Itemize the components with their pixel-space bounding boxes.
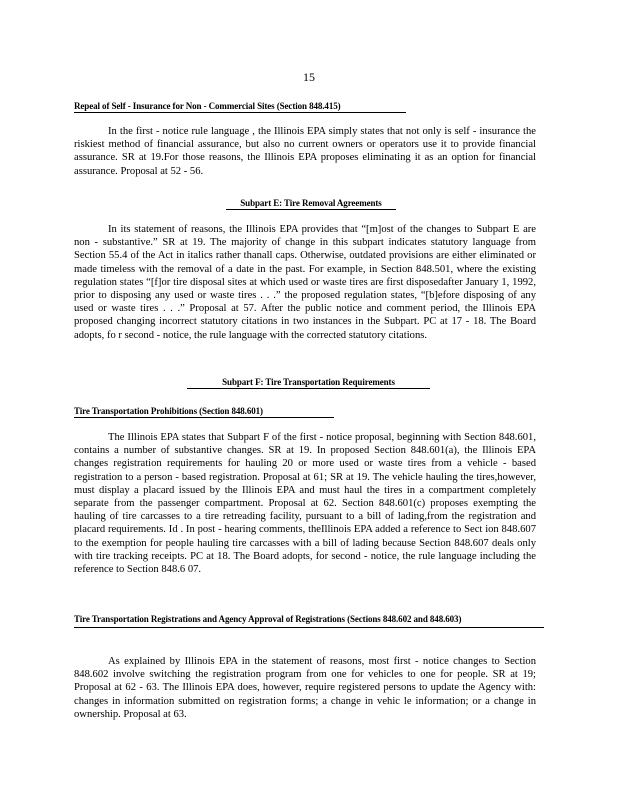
- section-heading-self-insurance: Repeal of Self - Insurance for Non - Commercial Sites (Section 848.415): [74, 101, 406, 113]
- paragraph-registrations: [74, 655, 536, 721]
- paragraph-text: In the first - notice rule language , the Illinois EPA simply states that not only is self - insurance the riskiest method of financial assurance, but also no current owners or operators use it to provide financial assurance. SR at 19.For those reasons, the Illinois EPA proposes eliminating it as an option for financial assurance. Proposal at 52 - 56.: [74, 126, 536, 177]
- paragraph-self-insurance: [74, 125, 536, 178]
- paragraph-text: In its statement of reasons, the Illinois EPA provides that “[m]ost of the changes to Subpart E are non - substantive.” SR at 19. The majority of change in this subpart indicates statutory language from Section 55.4 of the Act in italics rather thanall caps. Otherwise, outdated provisions are either eliminated or made timeless with the removal of a date in the past. For example, in Section 848.501, where the existing regulation states “[f]or tire disposal sites at which used or waste tires are first disposedafter January 1, 1992, prior to disposing any used or waste tires . . .” the proposed regulation states, “[b]efore disposing of any used or waste tires . . .” Proposal at 57. After the public notice and comment period, the Illinois EPA proposed changing incorrect statutory citations in two instances in the Subpart. PC at 17 - 18. The Board adopts, fo r second - notice, the rule language with the corrected statutory citations.: [74, 224, 536, 341]
- section-heading-tire-transportation-prohibitions: Tire Transportation Prohibitions (Section 848.601): [74, 406, 334, 418]
- section-heading-subpart-e: Subpart E: Tire Removal Agreements: [226, 198, 396, 210]
- section-heading-registrations: Tire Transportation Registrations and Agency Approval of Registrations (Sections 848.602 and 848.603): [74, 612, 544, 628]
- paragraph-text: As explained by Illinois EPA in the statement of reasons, most first - notice changes to Section 848.602 involve switching the registration program from one for vehicles to one for people. SR at 19; Proposal at 62 - 63. The Illinois EPA does, however, require registered persons to update the Agency with: changes in information submitted on registration forms; a change in vehic le information; or a change in ownership. Proposal at 63.: [74, 656, 536, 720]
- section-heading-subpart-f: Subpart F: Tire Transportation Requirements: [187, 377, 430, 389]
- paragraph-subpart-e: [74, 223, 536, 342]
- paragraph-tire-transportation-prohibitions: [74, 431, 536, 576]
- page-number: 15: [303, 70, 315, 84]
- paragraph-text: The Illinois EPA states that Subpart F of the first - notice proposal, beginning with Section 848.601, contains a number of substantive changes. SR at 19. In proposed Section 848.601(a), the Illinois EPA changes registration requirements for hauling 20 or more used or waste tires from a vehicle - based registration to a person - based registration. Proposal at 61; SR at 19. The vehicle hauling the tires,however, must display a placard issued by the Illinois EPA and must haul the tires in a compartment completely separate from the passenger compartment. Proposal at 62. Section 848.601(c) proposes exempting the hauling of tire carcasses to a tire retreading facility, pursuant to a bill of lading,from the registration and placard requirements. Id . In post - hearing comments, theIllinois EPA added a reference to Sect ion 848.607 to the exemption for people hauling tire carcasses with a bill of lading because Section 848.607 deals only with tire tracking receipts. PC at 18. The Board adopts, for second - notice, the rule language including the reference to Section 848.6 07.: [74, 432, 536, 576]
